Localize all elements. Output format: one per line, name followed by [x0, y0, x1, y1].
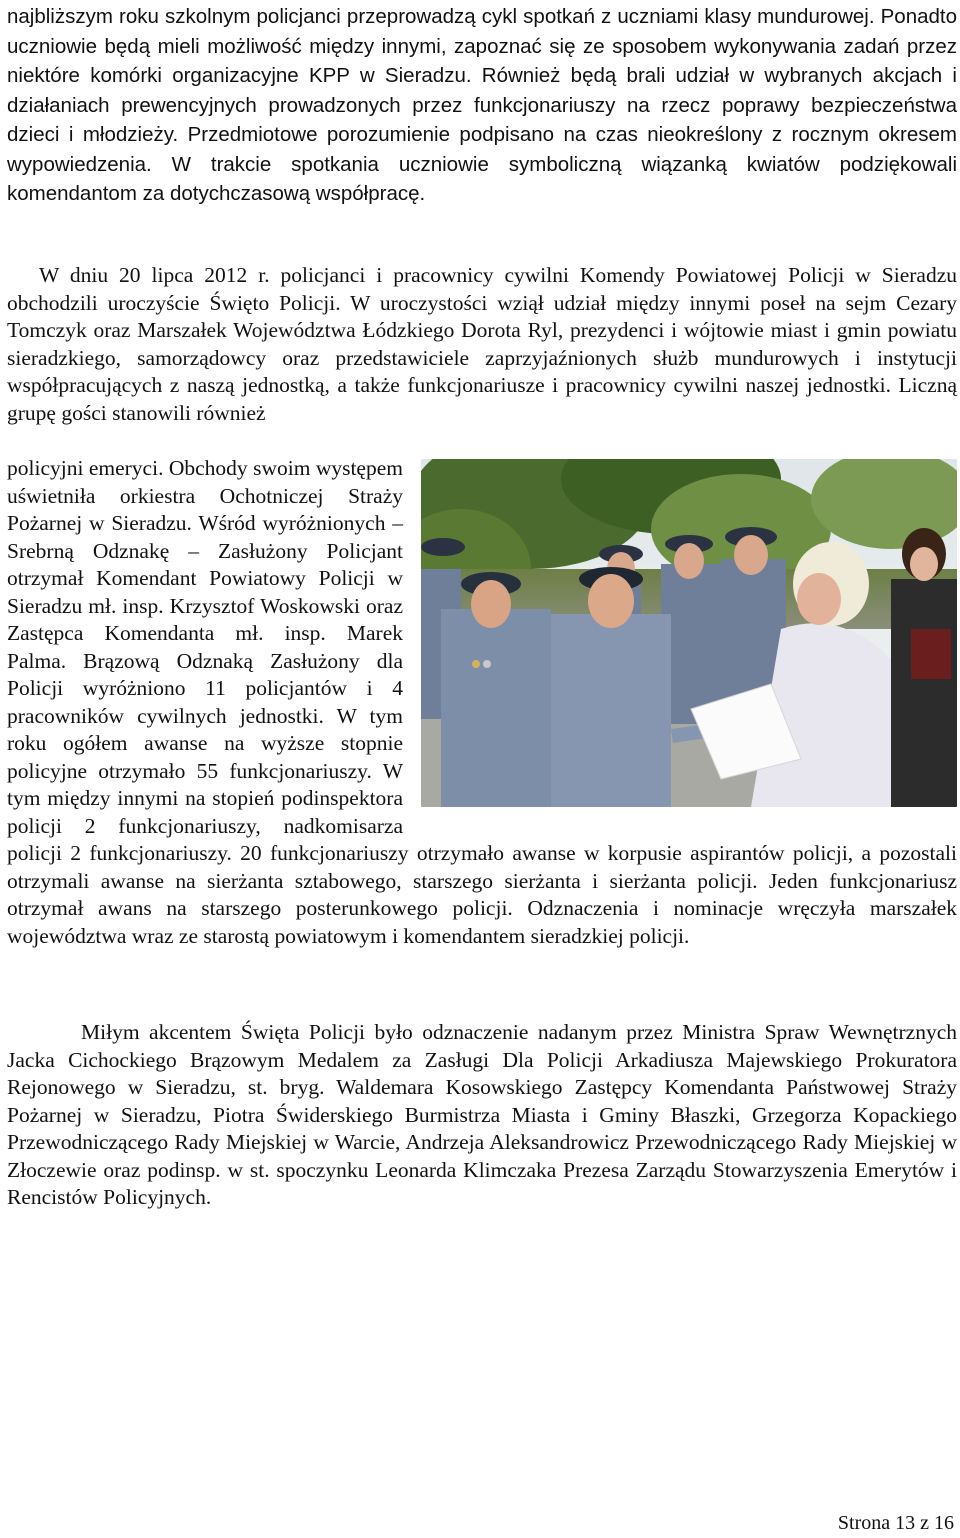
paragraph-medals: Miłym akcentem Święta Policji było odznaczenie nadanym przez Ministra Spraw Wewnętrznych Jacka Cichockiego Brązowym Medalem za Zasługi Dla Policji Arkadiusza Majewskiego Prokuratora Rejonowego w Sieradzu, st. bryg. Waldemara Kosowskiego Zastępcy Komendanta Państwowej Straży Pożarnej w Sieradzu, Piotra Świderskiego Burmistrza Miasta i Gminy Błaszki, Grzegorza Kopackiego Przewodniczącego Rady Miejskiej w Warcie, Andrzeja Aleksandrowicz Przewodniczącego Rady Miejskiej w Złoczewie oraz podinsp. w st. spoczynku Leonarda Klimczaka Prezesa Zarządu Stowarzyszenia Emerytów i Rencistów Policyjnych.	[7, 1020, 957, 1209]
ceremony-photo	[421, 459, 957, 807]
paragraph-awards-with-photo	[7, 455, 957, 950]
paragraph-police-day: W dniu 20 lipca 2012 r. policjanci i pracownicy cywilni Komendy Powiatowej Policji w Sieradzu obchodzili uroczyście Święto Policji. W uroczystości wziął udział między innymi poseł na sejm Cezary Tomczyk oraz Marszałek Województwa Łódzkiego Dorota Ryl, prezydenci i wójtowie miast i gmin powiatu sieradzkiego, samorządowcy oraz przedstawiciele zaprzyjaźnionych służb mundurowych i instytucji współpracujących z naszą jednostką, a także funkcjonariusze i pracownicy cywilni naszej jednostki. Liczną grupę gości stanowili również	[7, 263, 957, 425]
page-number: Strona 13 z 16	[837, 1512, 954, 1534]
paragraph-awards-text: policyjni emeryci. Obchody swoim występem uświetniła orkiestra Ochotniczej Straży Pożarnej w Sieradzu. Wśród wyróżnionych – Srebrną Odznakę – Zasłużony Policjant otrzymał Komendant Powiatowy Policji w Sieradzu mł. insp. Krzysztof Woskowski oraz Zastępca Komendanta mł. insp. Marek Palma. Brązową Odznaką Zasłużony dla Policji wyróżniono 11 policjantów i 4 pracowników cywilnych jednostki. W tym roku ogółem awanse na wyższe stopnie policyjne otrzymało 55 funkcjonariuszy. W tym między innymi na stopień podinspektora policji 2 funkcjonariuszy, nadkomisarza policji 2 funkcjonariuszy. 20 funkcjonariuszy otrzymało awanse w korpusie aspirantów policji, a pozostali otrzymali awanse na sierżanta sztabowego, starszego sierżanta i sierżanta policji. Jeden funkcjonariusz otrzymał awans na starszego posterunkowego policji. Odznaczenia i nominacje wręczyła marszałek województwa wraz ze starostą powiatowym i komendantem sieradzkiej policji.	[7, 456, 957, 948]
paragraph-school-cooperation: najbliższym roku szkolnym policjanci przeprowadzą cykl spotkań z uczniami klasy mundurowej. Ponadto uczniowie będą mieli możliwość między innymi, zapoznać się ze sposobem wykonywania zadań przez niektóre komórki organizacyjne KPP w Sieradzu. Również będą brali udział w wybranych akcjach i działaniach prewencyjnych prowadzonych przez funkcjonariuszy na rzecz poprawy bezpieczeństwa dzieci i młodzieży. Przedmiotowe porozumienie podpisano na czas nieokreślony z rocznym okresem wypowiedzenia. W trakcie spotkania uczniowie symboliczną wiązanką kwiatów podziękowali komendantom za dotychczasową współpracę.	[7, 5, 957, 205]
